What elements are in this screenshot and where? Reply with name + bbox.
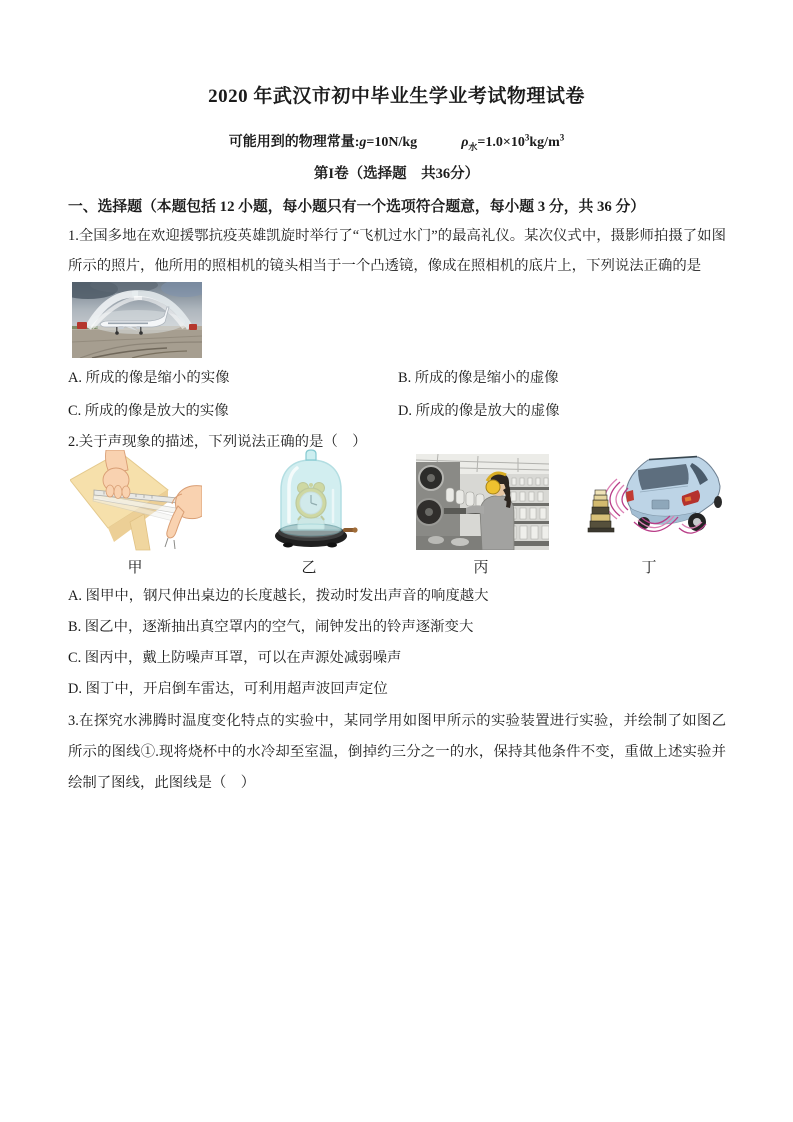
physics-constants-line [0,131,793,153]
ruler-pluck-illustration [70,450,202,552]
question-1-options [68,366,726,432]
rho-subscript: 水 [468,141,478,152]
plane-photo-graphic [72,282,202,358]
question-1-option-b: B. 所成的像是缩小的虚像 [398,370,559,386]
question-2-options [68,581,726,705]
question-2-option-a: A. 图甲中，钢尺伸出桌边的长度越长，拨动时发出声音的响度越大 [68,588,489,604]
g-value: =10N/kg [366,135,418,150]
question-3-text: 3.在探究水沸腾时温度变化特点的实验中，某同学用如图甲所示的实验装置进行实验，并绘制了如图乙所示的图线①.现将烧杯中的水冷却至室温，倒掉约三分之一的水，保持其他条件不变，重做上述实验并绘制了图线，此图线是（ ） [68,713,726,791]
question-1-option-c: C. 所成的像是放大的实像 [68,403,229,419]
question-2-option-b: B. 图乙中，逐渐抽出真空罩内的空气，闹钟发出的铃声逐渐变大 [68,619,474,635]
constants-label: 可能用到的物理常量: [228,135,360,150]
question-1-text: 1.全国多地在欢迎援鄂抗疫英雄凯旋时举行了“飞机过水门”的最高礼仪。某次仪式中，摄影师拍摄了如图所示的照片，他所用的照相机的镜头相当于一个凸透镜，像成在照相机的底片上，下列说法正确的是 [68,228,726,274]
figure-label-ding: 丁 [641,560,657,576]
rho-symbol: ρ [461,135,469,150]
part-title: 第I卷（选择题 共36分） [313,166,480,182]
plane-water-salute-photo [72,282,202,358]
factory-worker-earmuffs-photo [416,454,549,550]
g-symbol: g [359,135,367,150]
rho-exponent: 3 [524,132,530,143]
car-reversing-radar-illustration [586,450,726,546]
bell-jar-alarm-clock-illustration [266,448,358,552]
rho-value: =1.0×10 [477,135,525,150]
question-1-option-d: D. 所成的像是放大的虚像 [398,403,560,419]
rho-unit-exponent: 3 [559,132,565,143]
page-title: 2020 年武汉市初中毕业生学业考试物理试卷 [208,86,585,107]
figure-label-yi: 乙 [301,560,317,576]
section-heading: 一、选择题（本题包括 12 小题，每小题只有一个选项符合题意，每小题 3 分，共 36 分） [68,199,646,215]
question-2-option-c: C. 图丙中，戴上防噪声耳罩，可以在声源处减弱噪声 [68,650,402,666]
question-2-option-d: D. 图丁中，开启倒车雷达，可利用超声波回声定位 [68,681,388,697]
figure-label-bing: 丙 [473,560,489,576]
question-1-option-a: A. 所成的像是缩小的实像 [68,370,230,386]
rho-unit: kg/m [529,135,560,150]
question-2-text: 2.关于声现象的描述，下列说法正确的是（ ） [68,434,367,450]
figure-label-jia: 甲 [127,560,143,576]
